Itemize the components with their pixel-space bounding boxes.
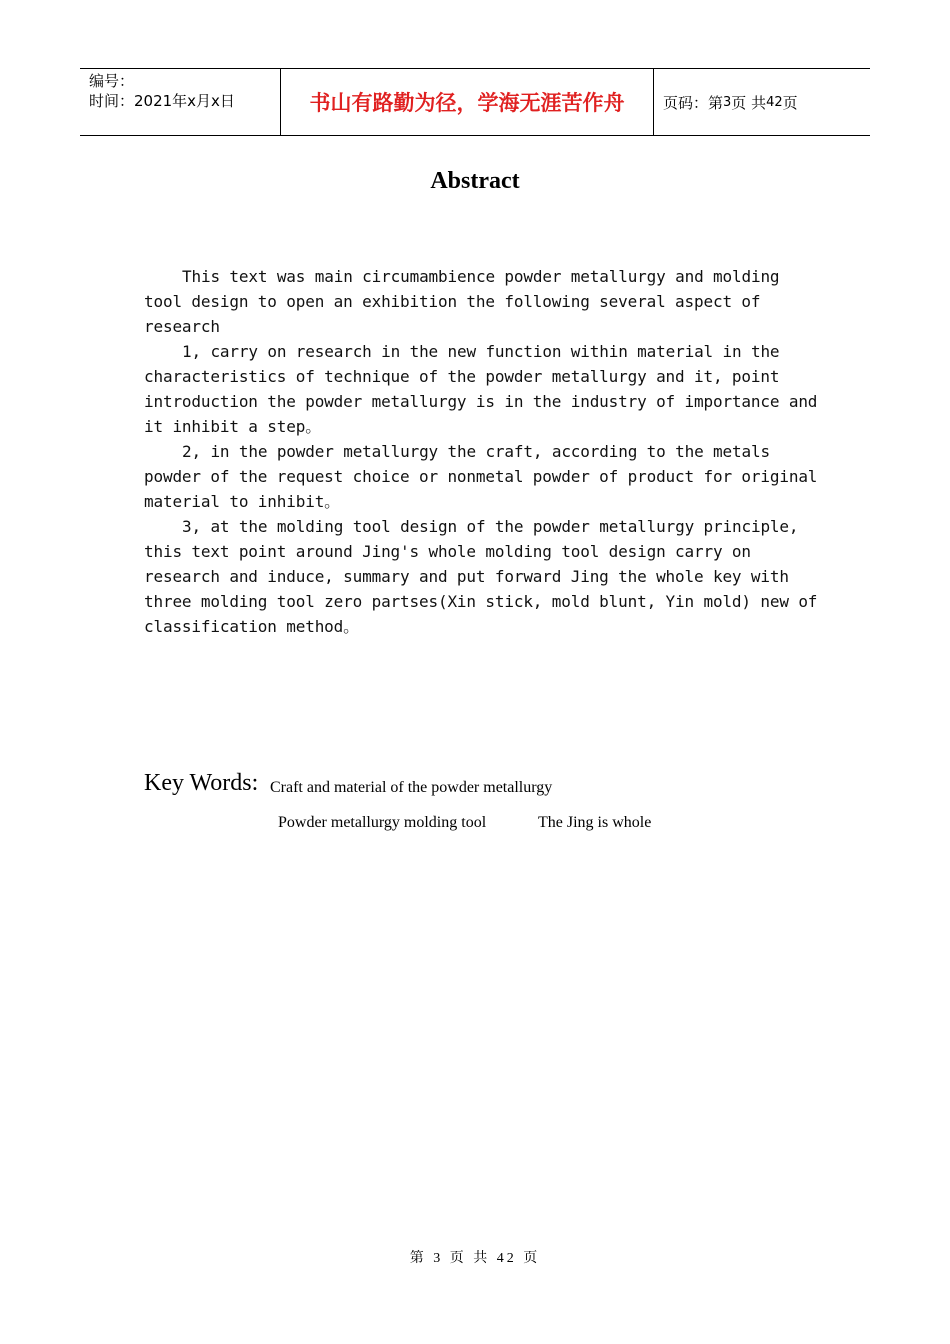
page-footer: 第 3 页 共 42 页 <box>409 1251 541 1266</box>
page-total: 42 <box>766 94 783 110</box>
abstract-paragraph: 2, in the powder metallurgy the craft, according to the metals powder of the request choice or nonmetal powder of product for original material to inhibit。 <box>144 442 818 511</box>
page-prefix: 页码：第 <box>663 93 724 112</box>
keyword-item: The Jing is whole <box>538 814 652 831</box>
abstract-body <box>144 264 824 639</box>
keyword-item: Craft and material of the powder metallurgy <box>270 779 553 796</box>
page-title: Abstract <box>430 168 520 194</box>
header-page-info <box>654 69 870 135</box>
header-motto: 书山有路勤为径，学海无涯苦作舟 <box>281 69 654 135</box>
page-mid: 页 共 <box>731 93 767 112</box>
time-label: 时间：2021年x月x日 <box>89 92 235 110</box>
keyword-item: Powder metallurgy molding tool <box>278 814 487 831</box>
page-suffix: 页 <box>782 93 798 112</box>
abstract-paragraph: 1, carry on research in the new function within material in the characteristics of technique of the powder metallurgy and it, point introduction the powder metallurgy is in the industry of importance and it inhibit a step。 <box>144 342 818 436</box>
page-current: 3 <box>723 94 732 110</box>
keywords-block <box>144 770 652 831</box>
abstract-paragraph: This text was main circumambience powder metallurgy and molding tool design to open an exhibition the following several aspect of research <box>144 267 780 336</box>
abstract-paragraph: 3, at the molding tool design of the powder metallurgy principle, this text point around Jing's whole molding tool design carry on research and induce, summary and put forward Jing the whole key with three molding tool zero partses(Xin stick, mold blunt, Yin mold) new of classification method。 <box>144 517 818 636</box>
page-header <box>80 68 870 136</box>
number-label: 编号： <box>89 72 135 90</box>
header-info-cell <box>80 69 281 135</box>
keywords-label: Key Words: <box>144 770 259 796</box>
